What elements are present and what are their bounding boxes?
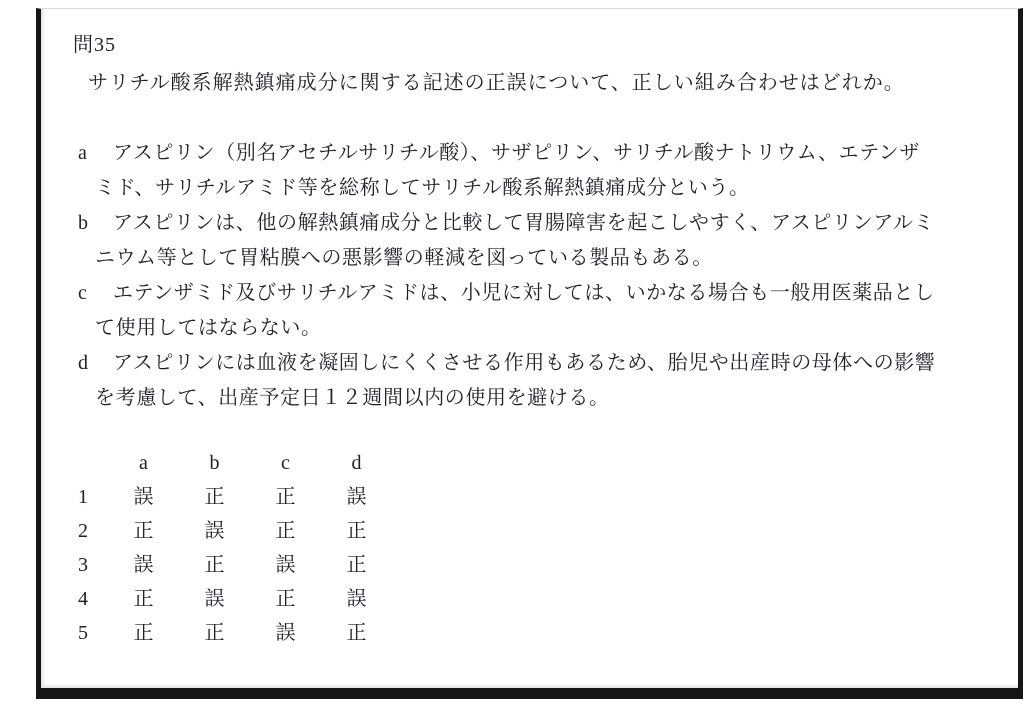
column-header-a: a [139,452,148,474]
question-number: 問35 [73,34,116,56]
table-row [73,582,983,616]
column-header-b: b [209,452,220,474]
answer-table-header-row [73,446,983,480]
answer-cell: 正 [204,554,225,576]
answer-cell: 正 [275,486,296,508]
column-header-d: d [351,452,362,474]
statement-d-label: d [78,352,88,374]
column-header-c: c [281,452,290,474]
statement-d-line-2: を考慮して、出産予定日１２週間以内の使用を避ける。 [95,387,610,409]
table-row [73,616,983,650]
answer-cell: 誤 [204,520,225,542]
answer-cell: 正 [133,520,154,542]
statement-b-line-1: アスピリンは、他の解熱鎮痛成分と比較して胃腸障害を起こしやすく、アスピリンアルミ [113,212,935,234]
answer-cell: 誤 [204,588,225,610]
row-number: 2 [78,520,88,542]
answer-cell: 正 [275,588,296,610]
question-block [73,26,983,650]
answer-table [73,446,983,650]
row-number: 4 [78,588,88,610]
statement-a [78,136,983,206]
row-number: 5 [78,622,88,644]
header-spacer [73,446,108,480]
statement-a-line-2: ミド、サリチルアミド等を総称してサリチル酸系解熱鎮痛成分という。 [95,177,750,199]
statement-b [78,206,983,276]
answer-cell: 正 [275,520,296,542]
row-number: 1 [78,486,88,508]
statement-c-line-2: て使用してはならない。 [95,317,322,339]
row-number: 3 [78,554,88,576]
table-row [73,548,983,582]
answer-cell: 誤 [346,486,367,508]
answer-cell: 正 [204,622,225,644]
statement-c-label: c [78,282,87,304]
table-row [73,514,983,548]
table-row [73,480,983,514]
answer-cell: 誤 [346,588,367,610]
statement-c [78,276,983,346]
answer-cell: 誤 [275,554,296,576]
answer-cell: 誤 [133,486,154,508]
answer-cell: 正 [346,554,367,576]
statement-a-label: a [78,142,87,164]
answer-cell: 正 [346,520,367,542]
answer-cell: 正 [346,622,367,644]
statement-d-line-1: アスピリンには血液を凝固しにくくさせる作用もあるため、胎児や出産時の母体への影響 [113,352,936,374]
answer-cell: 誤 [133,554,154,576]
statement-d [78,346,983,416]
statement-list [73,136,983,416]
statement-b-line-2: ニウム等として胃粘膜への悪影響の軽減を図っている製品もある。 [95,247,713,269]
statement-b-label: b [78,212,88,234]
question-text: サリチル酸系解熱鎮痛成分に関する記述の正誤について、正しい組み合わせはどれか。 [88,72,905,94]
answer-cell: 正 [133,622,154,644]
statement-a-line-1: アスピリン（別名アセチルサリチル酸）、サザピリン、サリチル酸ナトリウム、エテンザ [113,142,920,164]
answer-cell: 正 [204,486,225,508]
answer-cell: 正 [133,588,154,610]
statement-c-line-1: エテンザミド及びサリチルアミドは、小児に対しては、いかなる場合も一般用医薬品とし [113,282,935,304]
answer-cell: 誤 [275,622,296,644]
